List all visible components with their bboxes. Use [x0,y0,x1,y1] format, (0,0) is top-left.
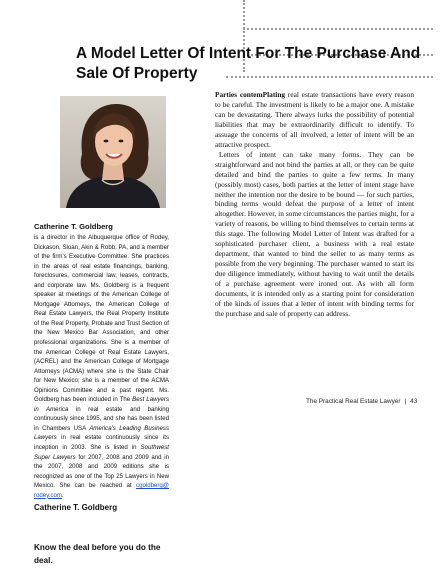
tagline: Know the deal before you do the deal. [34,543,161,565]
author-photo [60,96,166,208]
page-title: A Model Letter Of Intent For The Purchase And Sale Of Property [76,45,421,82]
bio-super-lawyers: Southwest Super Lawyers [34,444,169,461]
portrait-image [60,96,166,208]
bio-email-suffix: . [62,491,64,499]
paragraph-lead: Parties contemPlating [215,90,286,99]
footer-separator: | [404,398,407,405]
paragraph-2: Letters of intent can take many forms. They can be straightforward and not bind the parties at all, or they can be quite detailed and bind the parties to quite a few terms. In many (possibly most) cases, both parties at the letter of intent stage have neither the intention nor the desire to be bound — for such parties, binding terms would defeat the purpose of a letter of intent altogether. However, in some circumstances the parties might, for a variety of reasons, be willing to bind themselves to certain terms at this stage. The following Model Letter of Intent was drafted for a sophisticated purchaser client, a business with a real estate department, that wanted to bind the seller to as many terms as possible from the very beginning. The purchaser wanted to start its due diligence immediately, without having to wait until the details of a purchase agreement were ironed out. As with all form documents, it is intended only as a starting point for consideration of the kinds of issues that a letter of intent with binding terms for the purchase and sale of property can address. [215,149,414,318]
bio-best-lawyers: Best Lawyers in America [34,396,169,413]
author-email-link[interactable]: cgoldberg@ rodey.com [34,482,169,499]
article-body [215,90,414,319]
bio-text-part3: in real estate continuously since its inception in 2003. She is listed in [34,434,169,452]
bio-leading-lawyers: America's Leading Business Lawyers [34,424,169,442]
page-footer [306,398,417,405]
bio-text-part4: for 2007, 2008 and 2009 and in the 2007, 2008 and 2009 editions she is recognized as one of the Top 25 Lawyers in New Mexico. She can be reached at [34,453,169,490]
author-name: Catherine T. Goldberg [34,222,113,231]
bio-text-part1: is a director in the Albuquerque office of Rodey, Dickason, Sloan, Akin & Robb, PA, and a member of the firm's Executive Committee. She practices in the areas of real estate financings, banking, foreclosures, commercial law, leases, contracts, and corporate law. Ms. Goldberg is a frequent speaker at meetings of the American College of Mortgage Attorneys, the American College of Real Estate Lawyers, the Real Property Institute of the Real Property, Probate and Trust Section of the New Mexico Bar Association, and other professional organizations. She is a member of the American College of Real Estate Lawyers, (ACREL) and the American College of Mortgage Attorneys (ACMA) where she is the State Chair for New Mexico; she is a member of the ACMA Opinions Committee and a past regent. Ms. Goldberg has been included in The [34,234,169,404]
author-bio [34,222,169,500]
page-number: 43 [410,398,418,405]
paragraph-1-text: real estate transactions have every reason to be careful. The investment is likely to be a major one. A mistake can be devastating. There always lurks the possibility of potential liabilities that may be extraordinarily difficult to identify. To assuage the concerns of all involved, a letter of intent will be an attractive prospect. [215,90,414,149]
bio-text-part2: in real estate and banking continuously since 1995, and she has been listed in Chambers USA [34,405,170,432]
publication-name: The Practical Real Estate Lawyer [306,398,401,405]
top-dotted-rule [243,28,433,30]
author-signature: Catherine T. Goldberg [34,503,118,512]
paragraph-1 [215,90,414,150]
